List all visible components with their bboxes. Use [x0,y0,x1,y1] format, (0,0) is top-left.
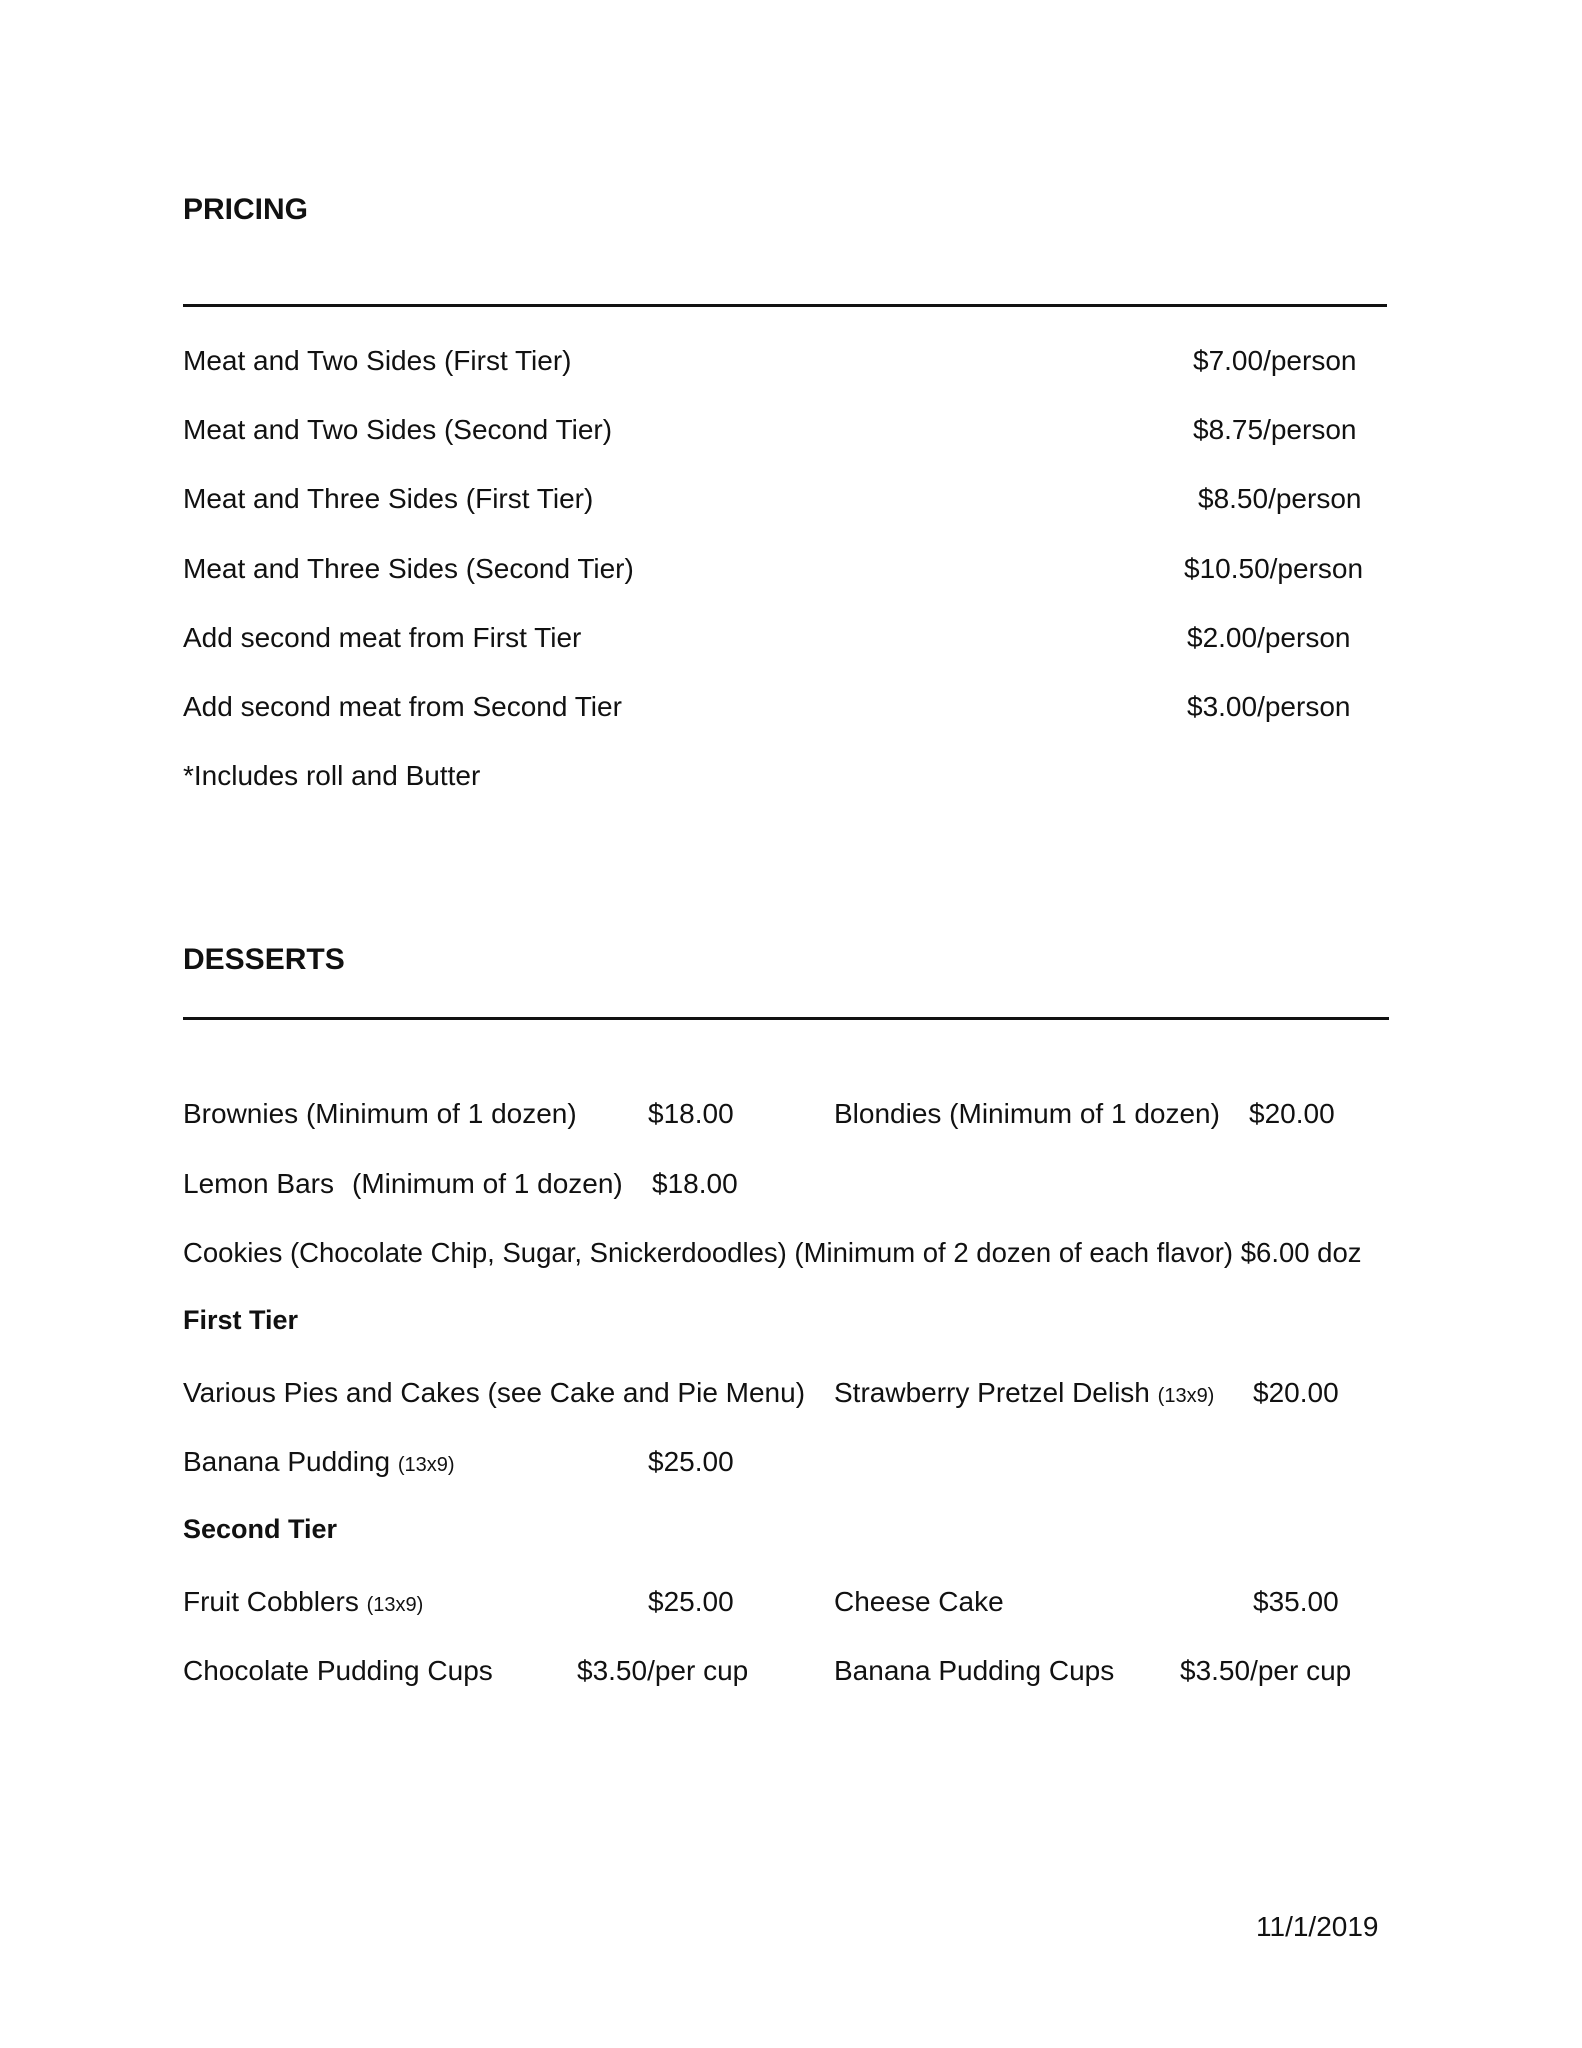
lemon-bars-qualifier: (Minimum of 1 dozen) [352,1168,623,1199]
banana-pudding-label: Banana Pudding [183,1446,391,1477]
pricing-item-label: Meat and Two Sides (First Tier) [183,345,572,376]
chocolate-cups-label: Chocolate Pudding Cups [183,1655,493,1686]
cheese-cake-label: Cheese Cake [834,1586,1004,1617]
banana-pudding-item [183,1446,455,1478]
banana-pudding-price: $25.00 [648,1446,734,1477]
pricing-item-label: Meat and Two Sides (Second Tier) [183,414,613,445]
pricing-item-price: $3.00/person [1187,691,1351,722]
pricing-item-label: Add second meat from Second Tier [183,691,622,722]
strawberry-item [834,1377,1214,1409]
footer-date: 11/1/2019 [1256,1911,1379,1942]
brownies-label: Brownies (Minimum of 1 dozen) [183,1098,577,1129]
fruit-cobblers-item [183,1586,423,1618]
pies-cakes-label: Various Pies and Cakes (see Cake and Pie Menu) [183,1377,806,1408]
banana-cups-price: $3.50/per cup [1180,1655,1352,1686]
blondies-label: Blondies (Minimum of 1 dozen) [834,1098,1220,1129]
pricing-item-label: Meat and Three Sides (Second Tier) [183,553,634,584]
desserts-divider [183,1017,1389,1020]
banana-pudding-size: (13x9) [397,1454,455,1476]
pricing-item-label: Add second meat from First Tier [183,622,582,653]
strawberry-size: (13x9) [1157,1385,1215,1407]
pricing-item-price: $8.75/person [1193,414,1357,445]
fruit-cobblers-label: Fruit Cobblers [183,1586,359,1617]
strawberry-label: Strawberry Pretzel Delish [834,1377,1150,1408]
chocolate-cups-price: $3.50/per cup [577,1655,749,1686]
fruit-cobblers-price: $25.00 [648,1586,734,1617]
cheese-cake-price: $35.00 [1253,1586,1339,1617]
banana-cups-label: Banana Pudding Cups [834,1655,1115,1686]
pricing-item-label: Meat and Three Sides (First Tier) [183,483,594,514]
pricing-item-price: $8.50/person [1198,483,1362,514]
desserts-heading: DESSERTS [183,943,345,976]
pricing-divider [183,304,1387,307]
pricing-item-price: $7.00/person [1193,345,1357,376]
pricing-heading: PRICING [183,193,309,226]
cookies-item: Cookies (Chocolate Chip, Sugar, Snickerdoodles) (Minimum of 2 dozen of each flavor) $6.00 doz [183,1237,1362,1268]
blondies-price: $20.00 [1249,1098,1335,1129]
fruit-cobblers-size: (13x9) [366,1594,424,1616]
strawberry-price: $20.00 [1253,1377,1339,1408]
second-tier-subheading: Second Tier [183,1514,338,1544]
lemon-bars-price: $18.00 [652,1168,738,1199]
lemon-bars-label: Lemon Bars [183,1168,334,1199]
pricing-item-price: $2.00/person [1187,622,1351,653]
first-tier-subheading: First Tier [183,1305,299,1335]
pricing-item-price: $10.50/person [1184,553,1364,584]
brownies-price: $18.00 [648,1098,734,1129]
pricing-note: *Includes roll and Butter [183,760,481,791]
